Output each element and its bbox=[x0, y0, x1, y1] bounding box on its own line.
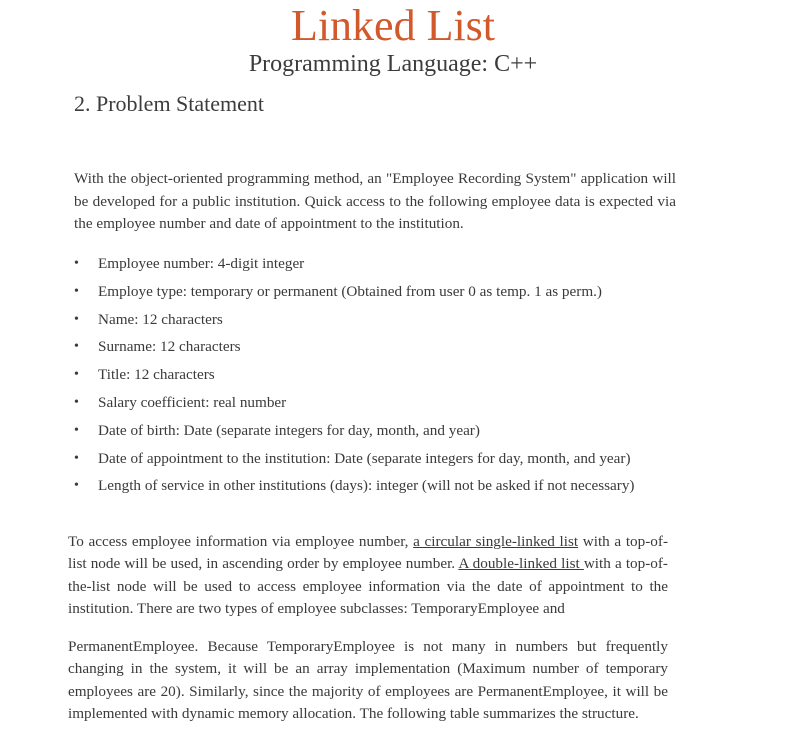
list-item bbox=[74, 392, 714, 420]
bullet-icon: • bbox=[74, 450, 79, 466]
list-item-text: Name: 12 characters bbox=[98, 310, 223, 328]
employee-fields-list bbox=[74, 253, 714, 503]
para-text: with a top-of-list node will be used, in ascending order by employee number. bbox=[68, 533, 669, 573]
list-item bbox=[74, 364, 714, 392]
list-item bbox=[74, 448, 714, 476]
bullet-icon: • bbox=[74, 394, 79, 410]
list-item bbox=[74, 281, 714, 309]
list-item-text: Date of appointment to the institution: Date (separate integers for day, month, and year) bbox=[98, 449, 631, 467]
structure-paragraph bbox=[68, 531, 668, 620]
para-text: To access employee information via employee number, bbox=[68, 533, 414, 551]
bullet-icon: • bbox=[74, 478, 79, 494]
bullet-icon: • bbox=[74, 339, 79, 355]
implementation-paragraph: PermanentEmployee. Because TemporaryEmployee is not many in numbers but frequently changing in the system, it will be an array implementation (Maximum number of temporary employees are 20). Similarly, since the majority of employees are PermanentEmployee, it will be implemented with dynamic memory allocation. The following table summarizes the structure. bbox=[68, 638, 668, 723]
double-list-term: A double-linked list bbox=[458, 555, 584, 573]
bullet-icon: • bbox=[74, 422, 79, 438]
list-item-text: Title: 12 characters bbox=[98, 366, 215, 384]
list-item-text: Surname: 12 characters bbox=[98, 338, 241, 356]
circular-list-term: a circular single-linked list bbox=[413, 533, 579, 551]
list-item-text: Employee number: 4-digit integer bbox=[98, 255, 305, 272]
list-item bbox=[74, 420, 714, 448]
list-item bbox=[74, 309, 714, 337]
para-text: with a top-of-the-list node will be used to access employee information via the date of appointment to the institution. There are two types of employee subclasses: TemporaryEmployee and bbox=[68, 555, 668, 618]
document-subtitle: Programming Language: C++ bbox=[248, 51, 538, 77]
bullet-icon: • bbox=[74, 311, 79, 327]
bullet-icon: • bbox=[74, 256, 79, 271]
document-title: Linked List bbox=[290, 1, 496, 50]
list-item-text: Salary coefficient: real number bbox=[98, 393, 287, 411]
bullet-icon: • bbox=[74, 367, 79, 383]
list-item-text: Date of birth: Date (separate integers for day, month, and year) bbox=[98, 421, 480, 439]
intro-paragraph: With the object-oriented programming method, an "Employee Recording System" application will be developed for a public institution. Quick access to the following employee data is expected via the employee number and date of appointment to the institution. bbox=[74, 170, 676, 233]
list-item bbox=[74, 253, 714, 281]
list-item bbox=[74, 336, 714, 364]
list-item-text: Employe type: temporary or permanent (Obtained from user 0 as temp. 1 as perm.) bbox=[98, 282, 602, 300]
section-heading: 2. Problem Statement bbox=[74, 91, 265, 116]
list-item bbox=[74, 475, 714, 503]
bullet-icon: • bbox=[74, 283, 79, 299]
list-item-text: Length of service in other institutions (days): integer (will not be asked if not necessary) bbox=[98, 477, 635, 495]
